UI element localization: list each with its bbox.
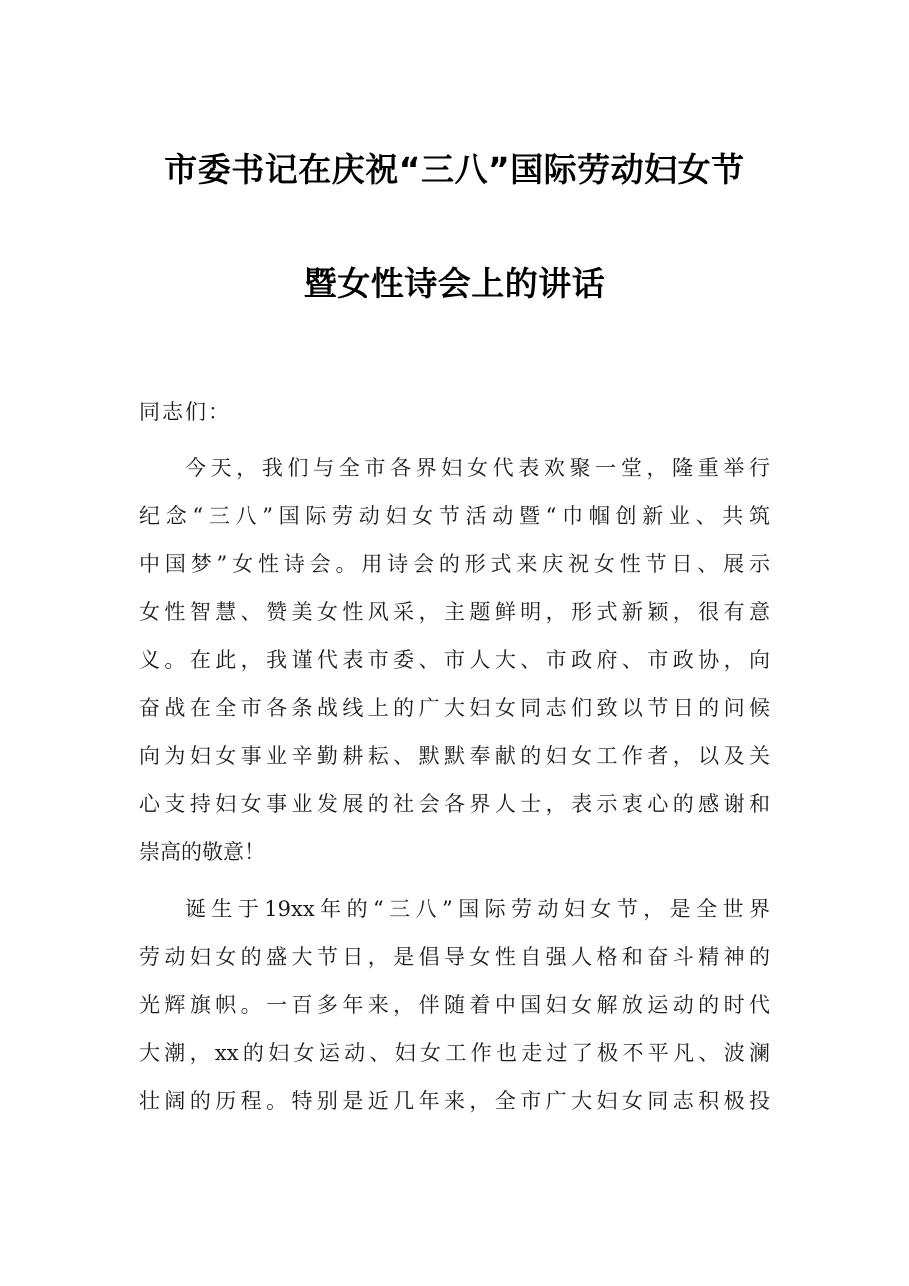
paragraph-1 — [139, 444, 770, 876]
paragraph-line: 光辉旗帜。一百多年来，伴随着中国妇女解放运动的时代 — [139, 993, 770, 1017]
paragraph-line: 诞生于19xx年的“三八”国际劳动妇女节，是全世界 — [185, 897, 770, 921]
paragraph-line: 奋战在全市各条战线上的广大妇女同志们致以节日的问候 — [139, 696, 770, 720]
paragraph-line: 中国梦”女性诗会。用诗会的形式来庆祝女性节日、展示 — [139, 552, 770, 576]
paragraph-line: 向为妇女事业辛勤耕耘、默默奉献的妇女工作者，以及关 — [139, 744, 770, 768]
paragraph-line: 心支持妇女事业发展的社会各界人士，表示衷心的感谢和 — [139, 792, 770, 816]
paragraph-line: 劳动妇女的盛大节日，是倡导女性自强人格和奋斗精神的 — [139, 945, 770, 969]
paragraph-line: 今天，我们与全市各界妇女代表欢聚一堂，隆重举行 — [185, 456, 770, 480]
paragraph-line: 崇高的敬意！ — [139, 840, 265, 864]
paragraph-line: 壮阔的历程。特别是近几年来，全市广大妇女同志积极投 — [139, 1089, 770, 1113]
paragraph-line: 女性智慧、赞美女性风采，主题鲜明，形式新颖，很有意 — [139, 600, 770, 624]
document-title-line-2: 暨女性诗会上的讲话 — [303, 264, 606, 303]
paragraph-line: 义。在此，我谨代表市委、市人大、市政府、市政协，向 — [139, 648, 770, 672]
paragraph-line: 大潮，xx的妇女运动、妇女工作也走过了极不平凡、波澜 — [139, 1041, 770, 1065]
document-title-line-1: 市委书记在庆祝“三八”国际劳动妇女节 — [164, 150, 745, 189]
greeting: 同志们： — [139, 400, 231, 424]
paragraph-2 — [139, 885, 770, 1125]
paragraph-line: 纪念“三八”国际劳动妇女节活动暨“巾帼创新业、共筑 — [139, 504, 770, 528]
